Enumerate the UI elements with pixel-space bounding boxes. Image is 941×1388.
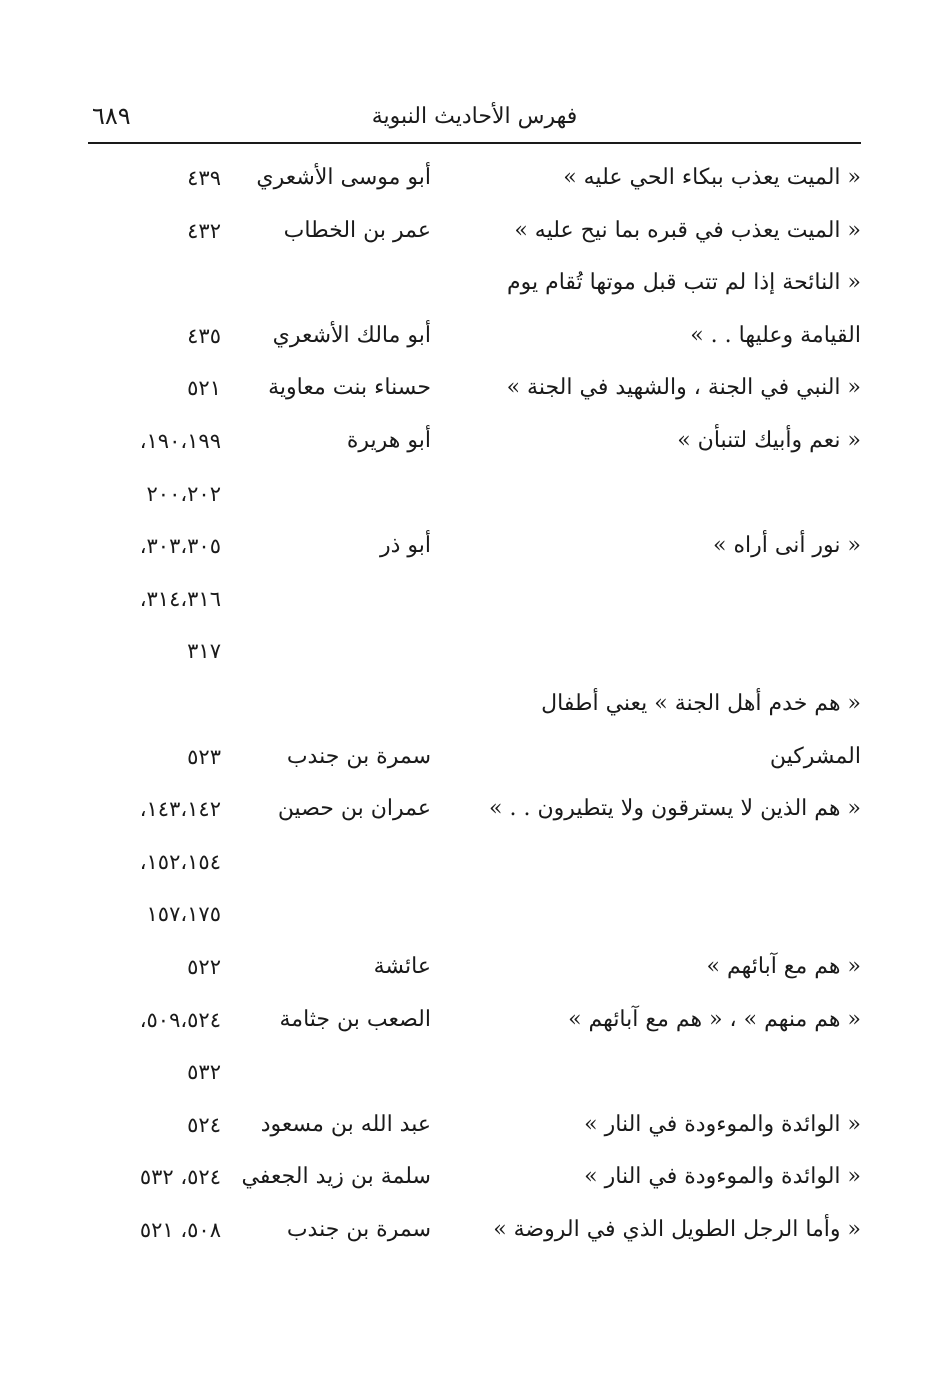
index-row xyxy=(88,257,861,310)
page-references: ٣٠٣،٣٠٥، xyxy=(139,534,221,559)
narrator-name: عمران بن حصين xyxy=(277,796,431,822)
hadith-text: « الميت يعذب في قبره بما نيح عليه » xyxy=(514,217,861,243)
page-references: ٥٢٣ xyxy=(187,744,221,769)
index-row xyxy=(88,362,861,415)
page-references: ١٥٧،١٧٥ xyxy=(146,902,221,927)
index-row xyxy=(88,836,861,889)
page-references: ١٥٢،١٥٤، xyxy=(139,849,221,874)
page-number: ٦٨٩ xyxy=(92,102,131,130)
index-row xyxy=(88,994,861,1047)
running-title: فهرس الأحاديث النبوية xyxy=(371,104,578,129)
index-row xyxy=(88,468,861,521)
hadith-text: « هم الذين لا يسترقون ولا يتطيرون . . » xyxy=(489,796,861,822)
hadith-text: « نور أنى أراه » xyxy=(713,533,861,559)
page-references: ٣١٧ xyxy=(187,639,221,664)
index-row xyxy=(88,573,861,626)
page-header xyxy=(88,100,861,144)
index-row xyxy=(88,1099,861,1152)
narrator-name: سمرة بن جندب xyxy=(286,1216,431,1242)
narrator-name: سلمة بن زيد الجعفي xyxy=(241,1164,431,1190)
page-references: ١٩٠،١٩٩، xyxy=(139,428,221,453)
index-row xyxy=(88,1151,861,1204)
narrator-name: أبو هريرة xyxy=(346,427,431,453)
page-references: ٥٢٢ xyxy=(187,954,221,979)
hadith-text: « نعم وأبيك لتنبأن » xyxy=(677,427,861,453)
index-row xyxy=(88,1204,861,1257)
hadith-text: « الوائدة والموءودة في النار » xyxy=(584,1164,861,1190)
page-references: ٥٣٢ xyxy=(187,1060,221,1085)
hadith-text: « هم مع آبائهم » xyxy=(706,953,861,979)
index-row xyxy=(88,520,861,573)
narrator-name: الصعب بن جثامة xyxy=(279,1006,431,1032)
index-row xyxy=(88,731,861,784)
hadith-text: المشركين xyxy=(769,743,861,769)
narrator-name: سمرة بن جندب xyxy=(286,743,431,769)
hadith-text: « هم منهم » ، « هم مع آبائهم » xyxy=(568,1006,861,1032)
hadith-text: « النائحة إذا لم تتب قبل موتها تُقام يوم xyxy=(506,270,861,296)
narrator-name: عمر بن الخطاب xyxy=(283,217,431,243)
index-row xyxy=(88,888,861,941)
index-row xyxy=(88,415,861,468)
index-row xyxy=(88,783,861,836)
page-references: ٥٢١ xyxy=(187,376,221,401)
narrator-name: عبد الله بن مسعود xyxy=(260,1111,431,1137)
narrator-name: أبو موسى الأشعري xyxy=(256,165,431,190)
page-references: ٤٣٩ xyxy=(187,166,221,190)
hadith-index-list xyxy=(88,152,861,1256)
page-references: ٢٠٠،٢٠٢ xyxy=(146,481,221,506)
index-row xyxy=(88,310,861,363)
narrator-name: أبو ذر xyxy=(379,533,431,559)
index-row xyxy=(88,205,861,258)
index-row xyxy=(88,1046,861,1099)
page-references: ٤٣٢ xyxy=(187,218,221,243)
hadith-text: « وأما الرجل الطويل الذي في الروضة » xyxy=(493,1216,861,1242)
index-row xyxy=(88,678,861,731)
index-row xyxy=(88,152,861,205)
hadith-text: « الوائدة والموءودة في النار » xyxy=(584,1111,861,1137)
page-references: ٤٣٥ xyxy=(187,323,221,348)
hadith-text: « الميت يعذب ببكاء الحي عليه » xyxy=(563,165,861,190)
index-row xyxy=(88,941,861,994)
index-row xyxy=(88,625,861,678)
page-references: ٥٢٤ xyxy=(187,1112,221,1137)
page-references: ٥٠٨، ٥٢١ xyxy=(139,1217,221,1242)
page-references: ١٤٣،١٤٢، xyxy=(139,797,221,822)
hadith-text: القيامة وعليها . . » xyxy=(690,322,861,348)
page-references: ٥٠٩،٥٢٤، xyxy=(139,1007,221,1032)
narrator-name: عائشة xyxy=(373,953,431,979)
narrator-name: أبو مالك الأشعري xyxy=(272,322,431,348)
page-references: ٥٢٤، ٥٣٢ xyxy=(139,1165,221,1190)
page-references: ٣١٤،٣١٦، xyxy=(139,586,221,611)
hadith-text: « النبي في الجنة ، والشهيد في الجنة » xyxy=(506,375,861,401)
hadith-text: « هم خدم أهل الجنة » يعني أطفال xyxy=(541,690,861,716)
narrator-name: حسناء بنت معاوية xyxy=(268,375,431,401)
